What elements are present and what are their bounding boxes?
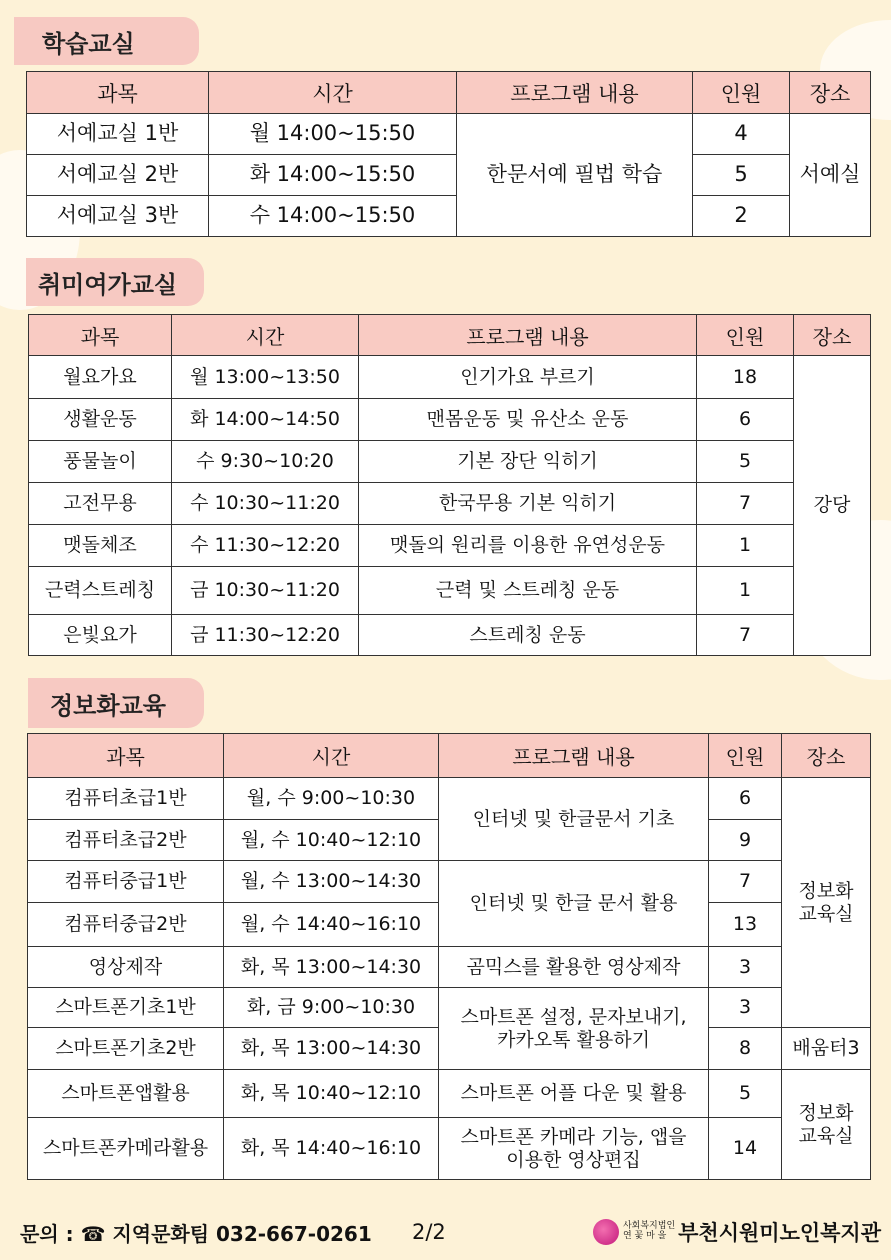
subject-cell: 스마트폰기초1반	[28, 988, 224, 1028]
section-title-info: 정보화교육	[28, 678, 204, 728]
subject-cell: 컴퓨터초급1반	[28, 778, 224, 820]
table-row	[29, 525, 871, 567]
subject-cell: 서예교실 2반	[27, 155, 209, 196]
table-row	[28, 1118, 871, 1180]
time-cell: 월, 수 10:40~12:10	[224, 820, 439, 861]
subject-cell: 서예교실 3반	[27, 196, 209, 237]
subject-cell: 스마트폰카메라활용	[28, 1118, 224, 1180]
count-cell: 5	[697, 441, 794, 483]
program-cell: 스마트폰 어플 다운 및 활용	[439, 1070, 709, 1118]
corp-line: 연 꽃 마 을	[622, 1231, 667, 1241]
program-cell: 맷돌의 원리를 이용한 유연성운동	[359, 525, 697, 567]
corporation-label	[623, 1222, 675, 1242]
page-number: 2/2	[412, 1220, 446, 1244]
time-cell: 수 9:30~10:20	[172, 441, 359, 483]
place-cell	[782, 1070, 871, 1180]
section-title-study: 학습교실	[14, 17, 199, 65]
table-row	[29, 483, 871, 525]
table-row	[28, 778, 871, 820]
corp-line: 사회복지법인	[622, 1221, 676, 1232]
time-cell: 수 11:30~12:20	[172, 525, 359, 567]
place-cell: 배움터3	[782, 1028, 871, 1070]
header-time: 시간	[224, 734, 439, 778]
subject-cell: 은빛요가	[29, 615, 172, 656]
program-cell: 스트레칭 운동	[359, 615, 697, 656]
subject-cell: 컴퓨터중급2반	[28, 903, 224, 947]
header-subject: 과목	[27, 72, 209, 114]
program-line: 이용한 영상편집	[506, 1148, 641, 1171]
program-cell: 맨몸운동 및 유산소 운동	[359, 399, 697, 441]
subject-cell: 스마트폰기초2반	[28, 1028, 224, 1070]
count-cell: 1	[697, 525, 794, 567]
subject-cell: 월요가요	[29, 356, 172, 399]
place-cell	[782, 778, 871, 1028]
subject-cell: 서예교실 1반	[27, 114, 209, 155]
program-line: 스마트폰 설정, 문자보내기,	[460, 1005, 687, 1028]
count-cell: 18	[697, 356, 794, 399]
program-cell: 곰믹스를 활용한 영상제작	[439, 947, 709, 988]
info-table	[27, 733, 871, 1180]
count-cell: 3	[709, 947, 782, 988]
time-cell: 금 11:30~12:20	[172, 615, 359, 656]
header-place: 장소	[782, 734, 871, 778]
subject-cell: 맷돌체조	[29, 525, 172, 567]
place-line: 교육실	[798, 902, 854, 925]
time-cell: 월, 수 14:40~16:10	[224, 903, 439, 947]
program-line: 스마트폰 카메라 기능, 앱을	[460, 1125, 687, 1148]
subject-cell: 근력스트레칭	[29, 567, 172, 615]
table-row	[27, 155, 871, 196]
table-row	[27, 196, 871, 237]
organization-name: 부천시원미노인복지관	[678, 1221, 881, 1245]
header-count: 인원	[693, 72, 790, 114]
place-line: 교육실	[798, 1124, 854, 1147]
count-cell: 2	[693, 196, 790, 237]
program-line: 카카오톡 활용하기	[497, 1028, 650, 1051]
table-row	[29, 615, 871, 656]
table-row	[29, 356, 871, 399]
header-place: 장소	[790, 72, 871, 114]
subject-cell: 스마트폰앱활용	[28, 1070, 224, 1118]
program-cell	[439, 1118, 709, 1180]
count-cell: 6	[697, 399, 794, 441]
study-table	[26, 71, 871, 237]
table-row	[27, 114, 871, 155]
subject-cell: 생활운동	[29, 399, 172, 441]
count-cell: 7	[697, 615, 794, 656]
header-time: 시간	[209, 72, 457, 114]
time-cell: 금 10:30~11:20	[172, 567, 359, 615]
program-cell: 인터넷 및 한글문서 기초	[439, 778, 709, 861]
header-program: 프로그램 내용	[457, 72, 693, 114]
count-cell: 5	[709, 1070, 782, 1118]
time-cell: 화, 목 14:40~16:10	[224, 1118, 439, 1180]
count-cell: 5	[693, 155, 790, 196]
header-time: 시간	[172, 315, 359, 356]
time-cell: 수 10:30~11:20	[172, 483, 359, 525]
time-cell: 화, 목 13:00~14:30	[224, 1028, 439, 1070]
header-count: 인원	[709, 734, 782, 778]
program-cell: 한국무용 기본 익히기	[359, 483, 697, 525]
subject-cell: 컴퓨터중급1반	[28, 861, 224, 903]
contact-info: 문의 : ☎ 지역문화팀 032-667-0261	[20, 1221, 372, 1246]
time-cell: 월, 수 13:00~14:30	[224, 861, 439, 903]
program-cell: 기본 장단 익히기	[359, 441, 697, 483]
lotus-logo-icon	[593, 1219, 619, 1245]
count-cell: 8	[709, 1028, 782, 1070]
time-cell: 화, 금 9:00~10:30	[224, 988, 439, 1028]
table-row	[28, 947, 871, 988]
time-cell: 월 14:00~15:50	[209, 114, 457, 155]
count-cell: 14	[709, 1118, 782, 1180]
table-row	[29, 399, 871, 441]
time-cell: 화 14:00~15:50	[209, 155, 457, 196]
subject-cell: 고전무용	[29, 483, 172, 525]
count-cell: 4	[693, 114, 790, 155]
subject-cell: 풍물놀이	[29, 441, 172, 483]
count-cell: 1	[697, 567, 794, 615]
table-row	[28, 861, 871, 903]
subject-cell: 영상제작	[28, 947, 224, 988]
count-cell: 9	[709, 820, 782, 861]
table-row	[29, 567, 871, 615]
table-row	[28, 988, 871, 1028]
place-line: 정보화	[798, 1101, 854, 1124]
place-cell: 강당	[794, 356, 871, 656]
section-title-hobby: 취미여가교실	[26, 258, 204, 306]
place-line: 정보화	[798, 879, 854, 902]
program-cell: 인터넷 및 한글 문서 활용	[439, 861, 709, 947]
time-cell: 월, 수 9:00~10:30	[224, 778, 439, 820]
header-place: 장소	[794, 315, 871, 356]
time-cell: 화, 목 10:40~12:10	[224, 1070, 439, 1118]
time-cell: 월 13:00~13:50	[172, 356, 359, 399]
time-cell: 수 14:00~15:50	[209, 196, 457, 237]
place-cell: 서예실	[790, 114, 871, 237]
time-cell: 화 14:00~14:50	[172, 399, 359, 441]
count-cell: 13	[709, 903, 782, 947]
table-row	[28, 1070, 871, 1118]
table-row	[29, 441, 871, 483]
header-program: 프로그램 내용	[439, 734, 709, 778]
time-cell: 화, 목 13:00~14:30	[224, 947, 439, 988]
header-count: 인원	[697, 315, 794, 356]
header-subject: 과목	[28, 734, 224, 778]
program-cell: 한문서예 필법 학습	[457, 114, 693, 237]
count-cell: 7	[697, 483, 794, 525]
subject-cell: 컴퓨터초급2반	[28, 820, 224, 861]
program-cell	[439, 988, 709, 1070]
program-cell: 근력 및 스트레칭 운동	[359, 567, 697, 615]
hobby-table	[28, 314, 871, 656]
program-cell: 인기가요 부르기	[359, 356, 697, 399]
count-cell: 6	[709, 778, 782, 820]
header-subject: 과목	[29, 315, 172, 356]
header-program: 프로그램 내용	[359, 315, 697, 356]
count-cell: 7	[709, 861, 782, 903]
organization	[593, 1214, 881, 1250]
count-cell: 3	[709, 988, 782, 1028]
